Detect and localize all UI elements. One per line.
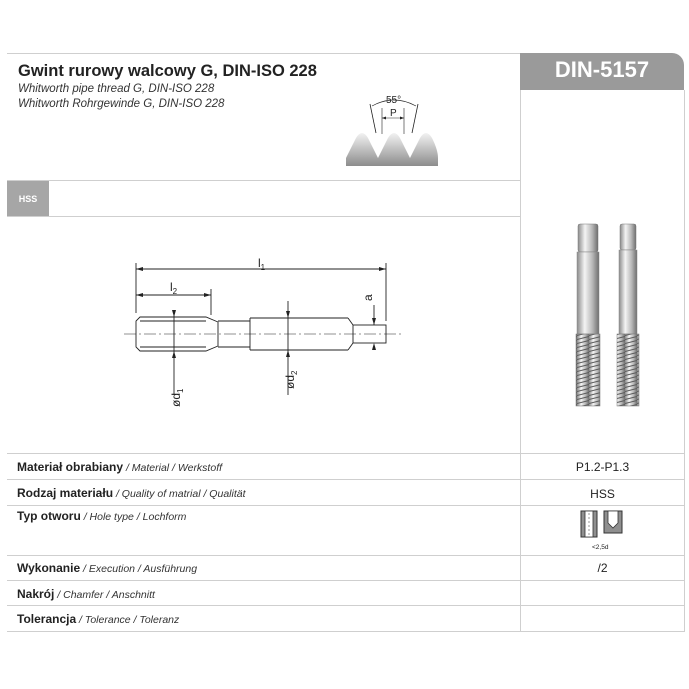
page-title: Gwint rurowy walcowy G, DIN-ISO 228 [18, 62, 317, 80]
through-hole-icon [581, 511, 597, 537]
spec-value-material-quality: HSS [590, 487, 615, 501]
svg-text:l2 [170, 280, 178, 296]
spec-row-chamfer [17, 587, 155, 601]
tap-left [576, 224, 600, 406]
thread-angle-label: 55° [386, 95, 402, 106]
spec-label: Rodzaj materiału [17, 486, 114, 500]
d2-subscript: 2 [290, 370, 299, 375]
spec-row-material [17, 460, 222, 474]
header-bottom-line [7, 180, 520, 181]
tap-right [617, 224, 639, 406]
frame-top-line [7, 53, 520, 54]
thread-pitch-label: P [390, 108, 397, 119]
l1-label: l [258, 256, 261, 270]
spec-label: Nakrój [17, 587, 55, 601]
spec-translation: / Execution / Ausführung [80, 563, 198, 575]
spec-translation: / Chamfer / Anschnitt [54, 589, 155, 601]
d2-label: ød [283, 374, 297, 389]
spec-row-tolerance [17, 612, 179, 626]
frame-right-line [684, 90, 685, 631]
spec-row-execution [17, 561, 197, 575]
spec-label: Materiał obrabiany [17, 460, 124, 474]
hole-depth-caption: <2,5d [592, 544, 609, 551]
l1-subscript: 1 [260, 263, 266, 272]
spec-row-material-quality [17, 486, 246, 500]
hole-type-icons [578, 509, 628, 551]
spec-translation: / Hole type / Lochform [80, 511, 187, 523]
spec-translation: / Tolerance / Toleranz [76, 614, 180, 626]
subtitle-german: Whitworth Rohrgewinde G, DIN-ISO 228 [18, 98, 225, 110]
tap-technical-drawing [110, 245, 410, 415]
square-size-label: a [361, 294, 375, 301]
d1-subscript: 1 [176, 388, 185, 393]
frame-middle-divider [520, 53, 521, 631]
spec-divider [7, 505, 685, 506]
svg-text:ød1 [169, 388, 185, 407]
thread-profile-diagram [340, 88, 445, 170]
specs-top-line [7, 453, 685, 454]
l2-label: l [170, 280, 173, 294]
svg-text:l1 [258, 256, 266, 272]
spec-row-hole-type [17, 509, 186, 523]
blind-hole-icon [604, 511, 622, 533]
spec-divider [7, 580, 685, 581]
spec-divider [7, 555, 685, 556]
spec-divider [7, 479, 685, 480]
spec-label: Typ otworu [17, 509, 81, 523]
spec-divider [7, 605, 685, 606]
spec-label: Tolerancja [17, 612, 77, 626]
spec-value-execution: /2 [597, 561, 608, 575]
l2-subscript: 2 [172, 287, 178, 296]
spec-value-material: P1.2-P1.3 [575, 460, 630, 474]
material-badge: HSS [7, 181, 49, 216]
standard-label: DIN-5157 [554, 57, 650, 82]
svg-text:ød2 [283, 370, 299, 389]
tap-product-photo [565, 220, 645, 410]
subtitle-english: Whitworth pipe thread G, DIN-ISO 228 [18, 83, 215, 95]
d1-label: ød [169, 392, 183, 407]
spec-translation: / Material / Werkstoff [123, 462, 223, 474]
spec-translation: / Quality of matrial / Qualität [113, 488, 246, 500]
badge-bottom-line [7, 216, 520, 217]
specs-bottom-line [7, 631, 685, 632]
spec-label: Wykonanie [17, 561, 81, 575]
